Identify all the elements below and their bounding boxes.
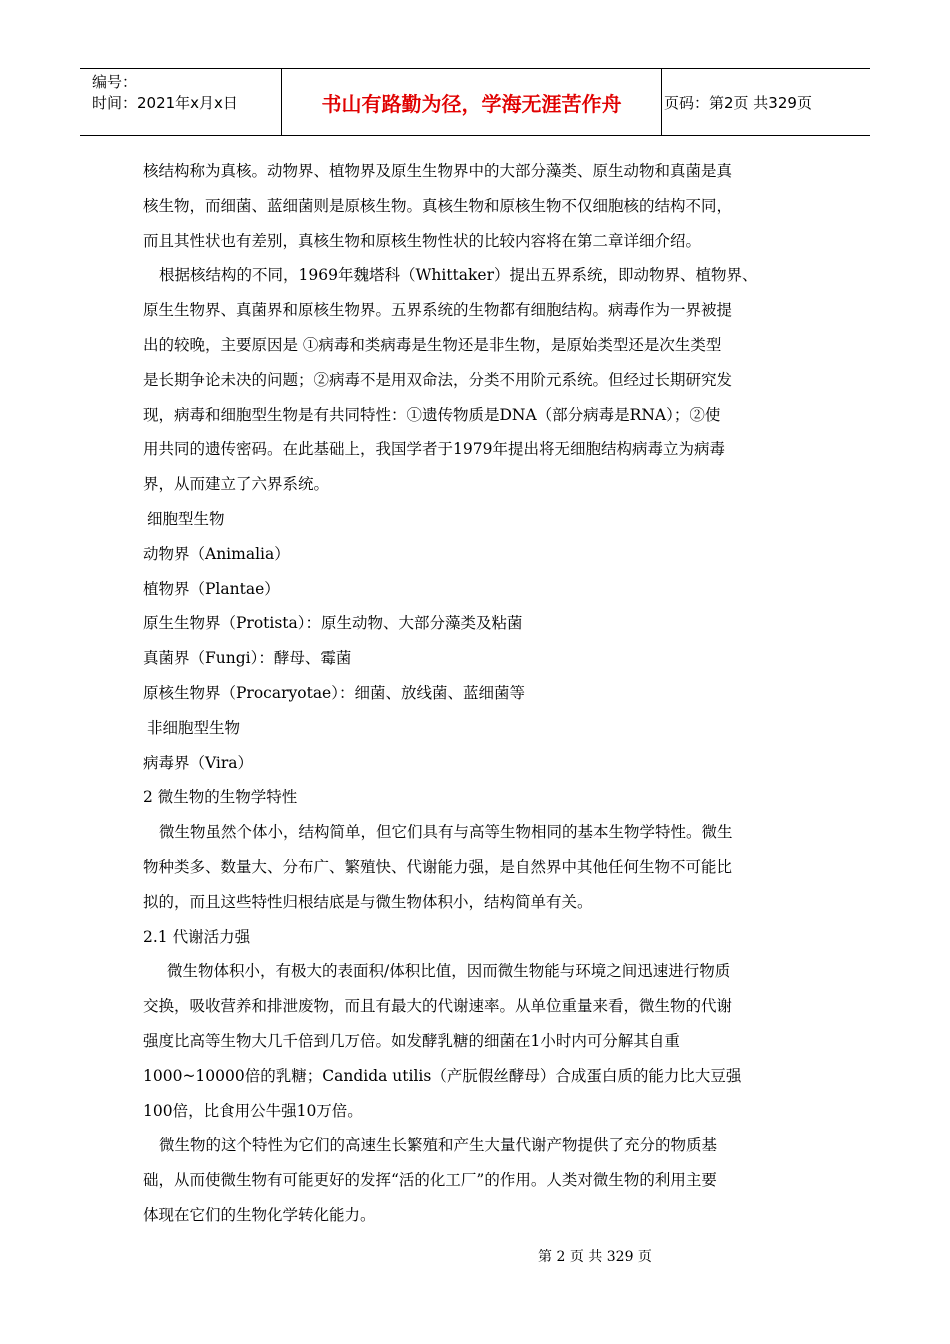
kingdom-item: 真菌界（Fungi）：酵母、霉菌	[143, 649, 352, 668]
paragraph-line: 交换，吸收营养和排泄废物，而且有最大的代谢速率。从单位重量来看，微生物的代谢	[143, 997, 733, 1016]
page-footer: 第 2 页 共 329 页	[538, 1249, 652, 1265]
header-meta	[80, 69, 282, 135]
kingdom-item: 植物界（Plantae）	[143, 579, 280, 598]
classification-heading: 非细胞型生物	[147, 718, 241, 737]
header-page-info: 页码：第2页 共329页	[664, 93, 812, 112]
paragraph-line: 微生物虽然个体小，结构简单，但它们具有与高等生物相同的基本生物学特性。微生	[159, 823, 733, 842]
kingdom-item: 动物界（Animalia）	[143, 544, 290, 563]
paragraph-line: 而且其性状也有差别，真核生物和原核生物性状的比较内容将在第二章详细介绍。	[143, 231, 702, 250]
paragraph-line: 原生生物界、真菌界和原核生物界。五界系统的生物都有细胞结构。病毒作为一界被提	[143, 301, 733, 320]
paragraph-line: 物种类多、数量大、分布广、繁殖快、代谢能力强，是自然界中其他任何生物不可能比	[143, 857, 733, 876]
paragraph-line: 微生物的这个特性为它们的高速生长繁殖和产生大量代谢产物提供了充分的物质基	[159, 1136, 718, 1155]
page-header	[80, 68, 870, 136]
classification-heading: 细胞型生物	[147, 509, 225, 528]
paragraph-line: 根据核结构的不同，1969年魏塔科（Whittaker）提出五界系统，即动物界、植物界、	[159, 266, 758, 285]
paragraph-line: 础，从而使微生物有可能更好的发挥“活的化工厂”的作用。人类对微生物的利用主要	[143, 1171, 717, 1190]
section-heading: 2 微生物的生物学特性	[143, 788, 298, 807]
paragraph-line: 微生物体积小，有极大的表面积/体积比值，因而微生物能与环境之间迅速进行物质	[167, 962, 731, 981]
paragraph-line: 核结构称为真核。动物界、植物界及原生生物界中的大部分藻类、原生动物和真菌是真	[143, 162, 733, 180]
paragraph-line: 用共同的遗传密码。在此基础上，我国学者于1979年提出将无细胞结构病毒立为病毒	[143, 440, 725, 459]
kingdom-item: 原生生物界（Protista）：原生动物、大部分藻类及粘菌	[143, 614, 523, 633]
paragraph-line: 体现在它们的生物化学转化能力。	[143, 1205, 376, 1224]
paragraph-line: 是长期争论未决的问题；②病毒不是用双命法，分类不用阶元系统。但经过长期研究发	[143, 370, 733, 389]
subsection-heading: 2.1 代谢活力强	[143, 927, 251, 946]
kingdom-item: 病毒界（Vira）	[143, 753, 254, 772]
paragraph-line: 拟的，而且这些特性归根结底是与微生物体积小，结构简单有关。	[143, 892, 593, 911]
kingdom-item: 原核生物界（Procaryotae）：细菌、放线菌、蓝细菌等	[143, 683, 525, 702]
date-label: 时间：2021年x月x日	[92, 94, 238, 112]
paragraph-line: 界，从而建立了六界系统。	[143, 475, 330, 494]
number-label: 编号：	[92, 73, 138, 91]
header-motto: 书山有路勤为径，学海无涯苦作舟	[282, 69, 662, 135]
paragraph-line: 强度比高等生物大几千倍到几万倍。如发酵乳糖的细菌在1小时内可分解其自重	[143, 1031, 680, 1050]
document-body	[143, 154, 793, 1233]
paragraph-line: 出的较晚，主要原因是 ①病毒和类病毒是生物还是非生物，是原始类型还是次生类型	[143, 335, 722, 354]
paragraph-line: 100倍，比食用公牛强10万倍。	[143, 1101, 363, 1120]
paragraph-line: 核生物，而细菌、蓝细菌则是原核生物。真核生物和原核生物不仅细胞核的结构不同，	[143, 196, 733, 215]
paragraph-line: 1000~10000倍的乳糖；Candida utilis（产朊假丝酵母）合成蛋白质的能力比大豆强	[143, 1066, 742, 1085]
paragraph-line: 现，病毒和细胞型生物是有共同特性：①遗传物质是DNA（部分病毒是RNA）；②使	[143, 405, 721, 424]
